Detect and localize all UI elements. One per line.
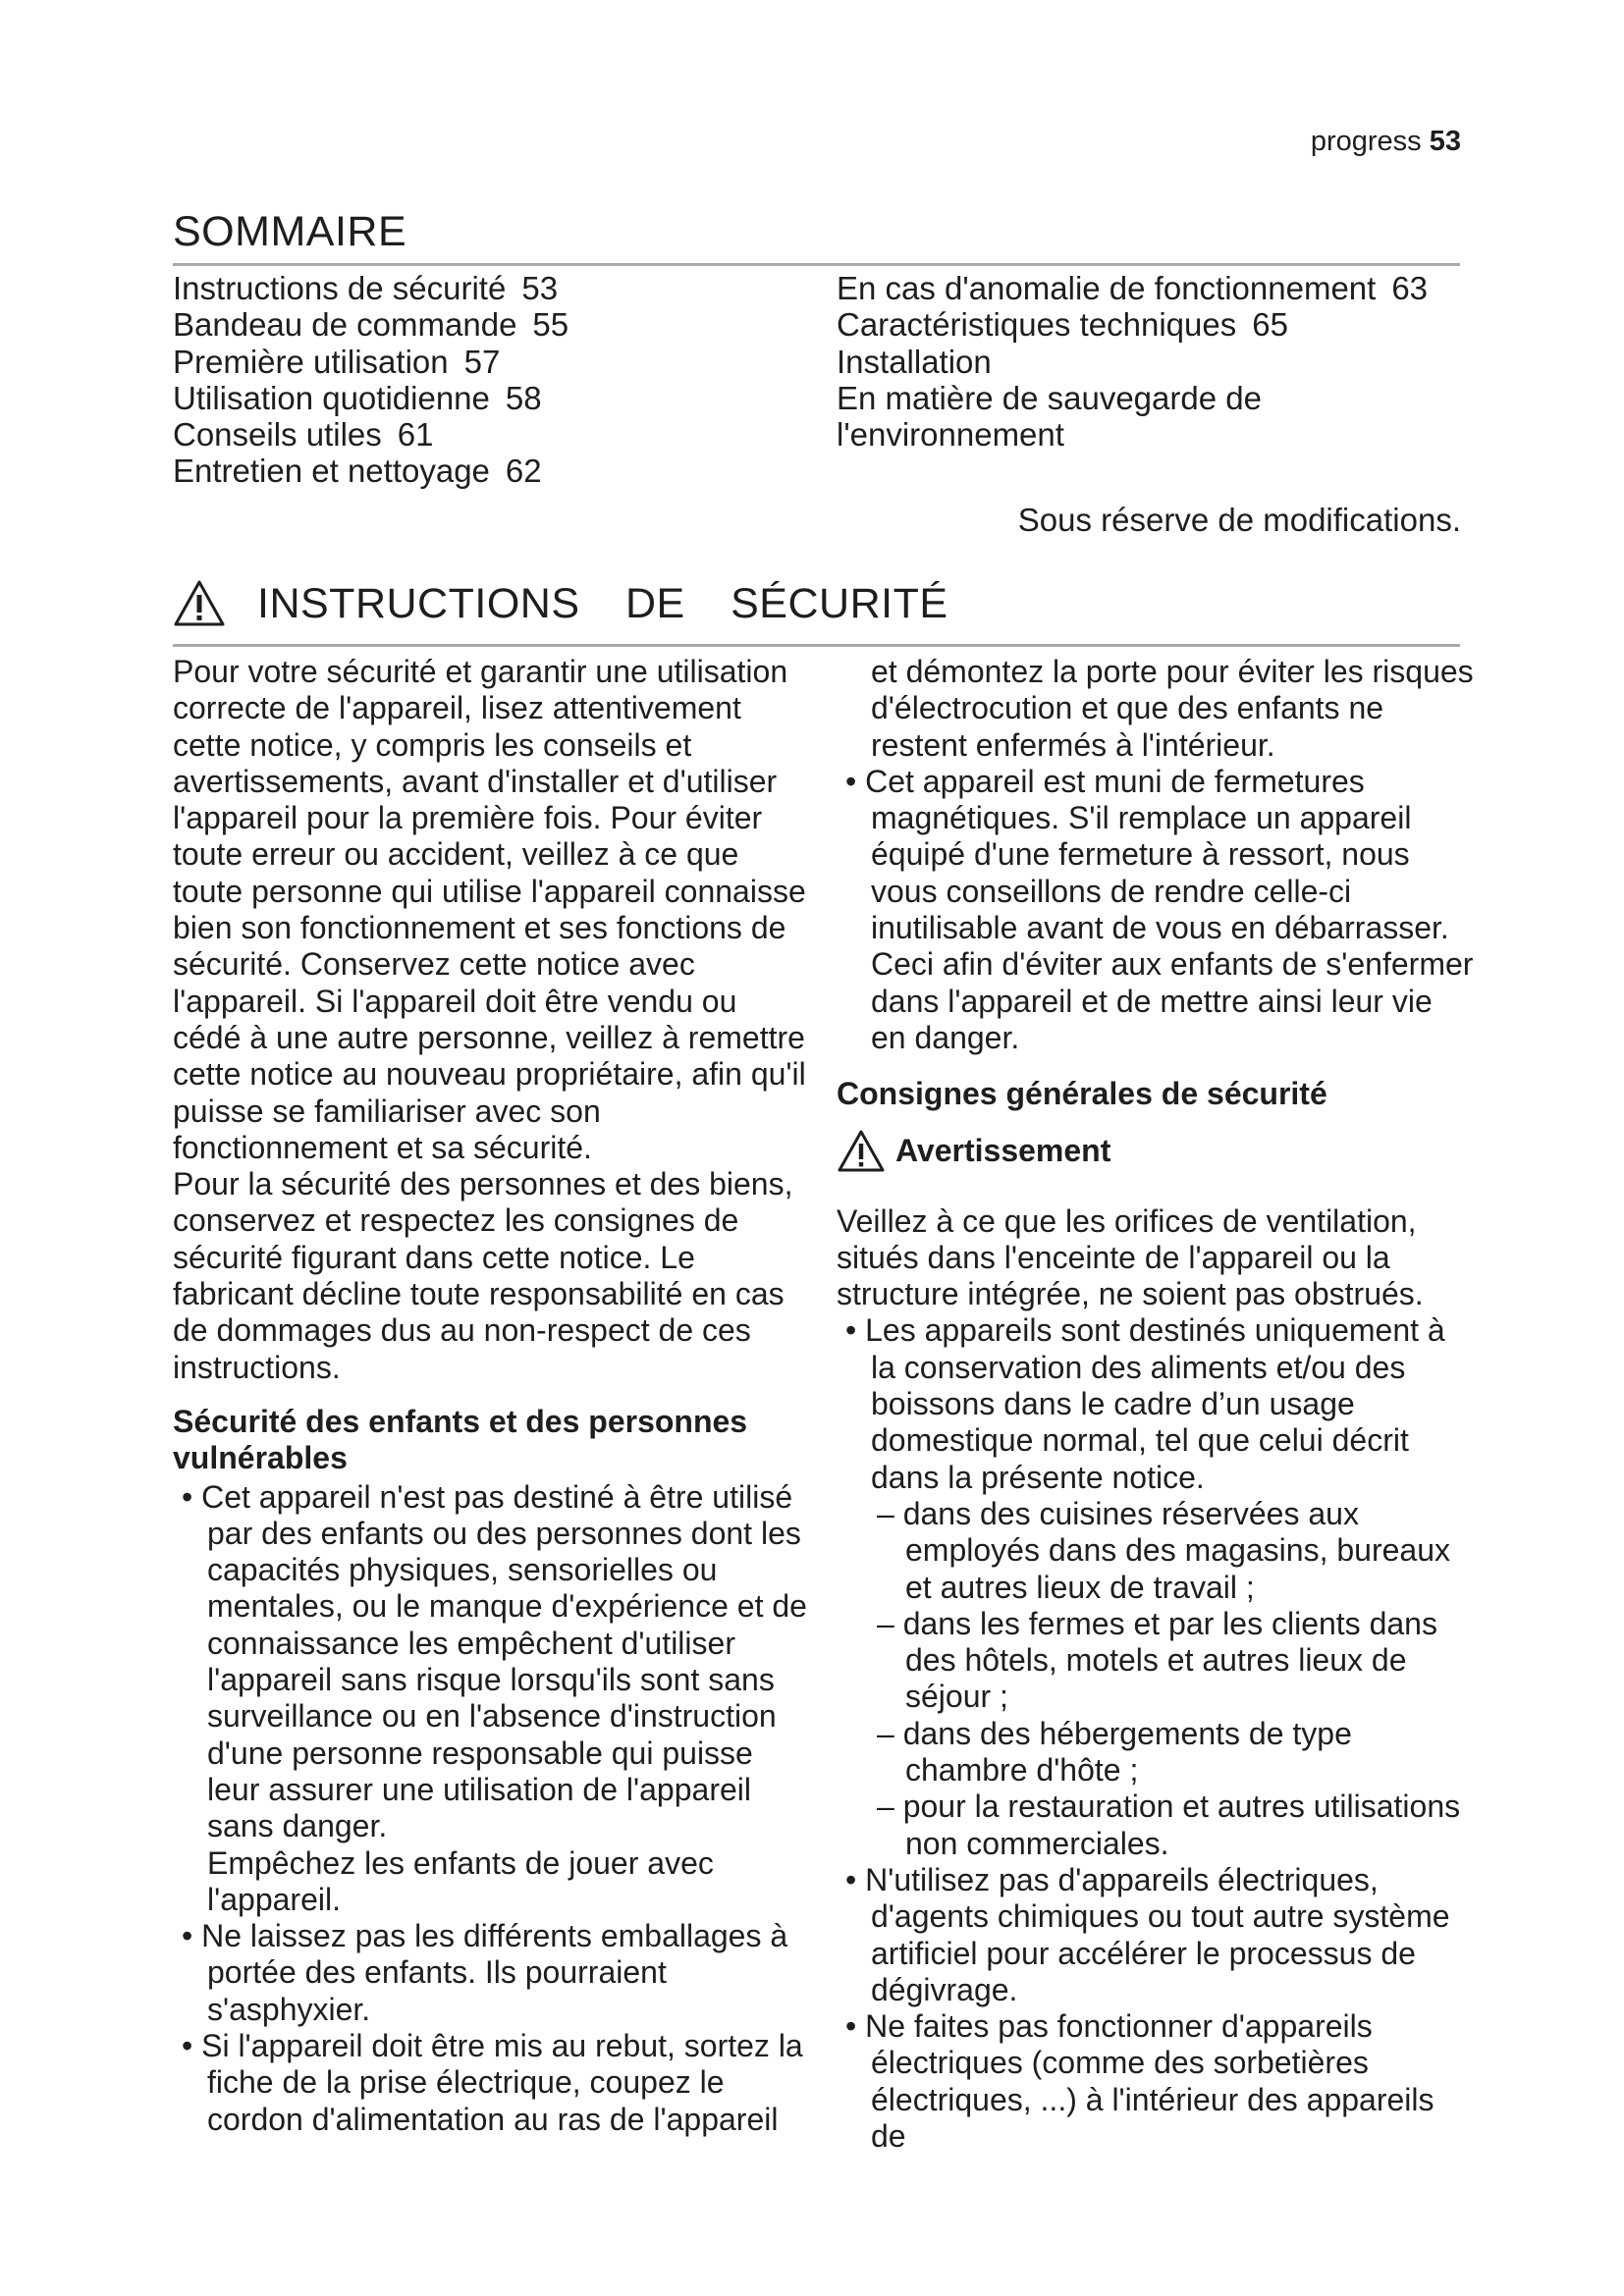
toc-left — [173, 270, 568, 490]
bullet-item: • Ne laissez pas les différents emballages à portée des enfants. Ils pourraient s'asphyxier. — [182, 1918, 788, 2027]
toc-entry[interactable]: Conseils utiles 61 — [173, 416, 434, 454]
page-header — [1311, 126, 1461, 158]
right-column — [837, 654, 1475, 2155]
toc-right — [837, 270, 1428, 453]
toc-entry[interactable]: Bandeau de commande 55 — [173, 306, 569, 344]
dash-item: – dans des hébergements de type chambre d'hôte ; — [877, 1715, 1352, 1789]
toc-entry[interactable]: En matière de sauvegarde de — [837, 379, 1262, 416]
toc-entry[interactable]: Première utilisation 57 — [173, 343, 501, 380]
warning-triangle-icon — [173, 579, 226, 628]
bullet-item: • Cet appareil n'est pas destiné à être utilisé par des enfants ou des personnes dont les capacités physiques, sensorielles ou mentales, ou le manque d'expérience et de connaissance les empêchent d'utiliser l'appareil sans risque lorsqu'ils sont sans surveillance ou en l'absence d'instruction d'une personne responsable qui puisse leur assurer une utilisation de l'appareil sans danger. — [182, 1478, 807, 1844]
dash-item: – dans les fermes et par les clients dans des hôtels, motels et autres lieux de séjour ; — [877, 1605, 1437, 1715]
bullet-item: • Cet appareil est muni de fermetures magnétiques. S'il remplace un appareil équipé d'une fermeture à ressort, nous vous conseillons de rendre celle-ci inutilisable avant de vous en débarrasser. Ceci afin d'éviter aux enfants de s'enfermer dans l'appareil et de mettre ainsi leur vie en danger. — [845, 763, 1474, 1055]
toc-entry[interactable]: Caractéristiques techniques 65 — [837, 306, 1288, 344]
toc-entry-continued[interactable]: l'environnement — [837, 416, 1064, 454]
toc-entry[interactable]: Instructions de sécurité 53 — [173, 270, 559, 306]
dash-item: – pour la restauration et autres utilisations non commerciales. — [877, 1789, 1461, 1861]
safety-rule — [173, 644, 1460, 647]
toc-entry[interactable]: Utilisation quotidienne 58 — [173, 379, 542, 416]
intro-paragraph-2: Pour la sécurité des personnes et des biens, conservez et respectez les consignes de sécurité figurant dans cette notice. Le fabricant décline toute responsabilité en cas de dommages dus au non-respect de ces instructions. — [173, 1166, 793, 1385]
warning-triangle-icon — [837, 1129, 886, 1174]
bullet-item: • N'utilisez pas d'appareils électriques, d'agents chimiques ou tout autre système artificiel pour accélérer le processus de dégivrage. — [845, 1861, 1450, 2007]
sommaire-title: SOMMAIRE — [173, 208, 407, 255]
brand-name: progress — [1310, 126, 1422, 157]
left-column — [173, 654, 811, 2138]
toc-entry[interactable]: Entretien et nettoyage 62 — [173, 453, 542, 490]
warning-label-row — [837, 1129, 1475, 1174]
ventilation-paragraph: Veillez à ce que les orifices de ventilation, situés dans l'enceinte de l'appareil ou la structure intégrée, ne soient pas obstrués. — [837, 1202, 1424, 1312]
continued-text: et démontez la porte pour éviter les risques d'électrocution et que des enfants ne restent enfermés à l'intérieur. — [871, 654, 1474, 763]
children-heading: Sécurité des enfants et des personnes vulnérables — [173, 1403, 748, 1476]
toc-entry[interactable]: Installation — [837, 343, 992, 380]
toc-entry[interactable]: En cas d'anomalie de fonctionnement 63 — [837, 270, 1429, 306]
dash-item: – dans des cuisines réservées aux employés dans des magasins, bureaux et autres lieux de travail ; — [877, 1495, 1450, 1605]
sommaire-rule — [173, 263, 1460, 266]
reserve-note: Sous réserve de modifications. — [1017, 502, 1461, 538]
page-number: 53 — [1429, 126, 1461, 157]
bullet-item: • Si l'appareil doit être mis au rebut, sortez la fiche de la prise électrique, coupez le cordon d'alimentation au ras de l'appareil — [182, 2027, 803, 2137]
bullet-item: • Ne faites pas fonctionner d'appareils électriques (comme des sorbetières électriques, ...) à l'intérieur des appareils de — [845, 2008, 1435, 2154]
warning-label: Avertissement — [895, 1132, 1111, 1168]
bullet-item: • Les appareils sont destinés uniquement à la conservation des aliments et/ou des boissons dans le cadre d’un usage domestique normal, tel que celui décrit dans la présente notice. — [845, 1312, 1445, 1495]
safety-title-row — [173, 579, 948, 628]
bullet-continuation: Empêchez les enfants de jouer avec l'appareil. — [207, 1844, 714, 1917]
general-heading: Consignes générales de sécurité — [837, 1076, 1327, 1112]
intro-paragraph: Pour votre sécurité et garantir une utilisation correcte de l'appareil, lisez attentivement cette notice, y compris les conseils et avertissements, avant d'installer et d'utiliser l'appareil pour la première fois. Pour éviter toute erreur ou accident, veillez à ce que toute personne qui utilise l'appareil connaisse bien son fonctionnement et ses fonctions de sécurité. Conservez cette notice avec l'appareil. Si l'appareil doit être vendu ou cédé à une autre personne, veillez à remettre cette notice au nouveau propriétaire, afin qu'il puisse se familiariser avec son fonctionnement et sa sécurité. — [173, 654, 806, 1165]
safety-title: INSTRUCTIONS DE SÉCURITÉ — [257, 579, 948, 627]
